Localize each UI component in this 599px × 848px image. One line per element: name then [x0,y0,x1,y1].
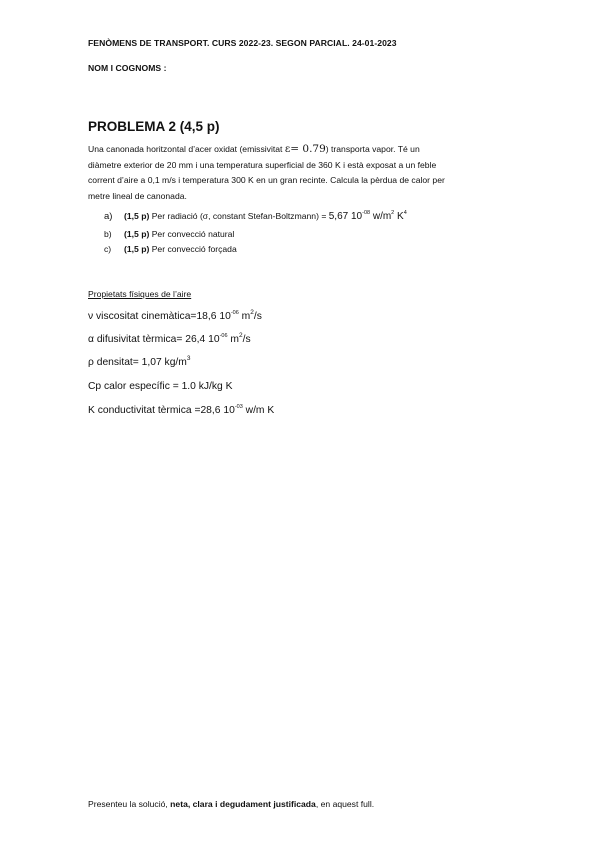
course-line: FENÒMENS DE TRANSPORT. CURS 2022-23. SEGON PARCIAL. 24-01-2023 [88,38,397,48]
item-label: a) [104,211,113,222]
property-viscosity: ν viscositat cinemàtica=18,6 $10^{-06}$ $m^2/s$ [88,309,262,322]
statement-line-2: diàmetre exterior de 20 mm i una temperatura superficial de 360 K i està exposat a un feble [88,159,437,170]
item-label: c) [104,244,112,254]
item-b [104,229,424,243]
item-c [104,244,424,258]
emissivity-value: ε= 0.79 [284,143,326,155]
statement-line-1: Una canonada horitzontal d’acer oxidat (emissivitat ε= 0.79) transporta vapor. Té un [88,143,420,155]
name-label: NOM I COGNOMS : [88,63,167,73]
stefan-boltzmann-constant: 5,67 $10^{-08}$ $w/m^2$ $K^4$ [328,210,407,222]
item-text: Per convecció forçada [149,244,237,254]
exam-header [88,38,397,48]
item-label: b) [104,229,112,239]
problem-statement [88,142,528,204]
name-line [88,63,167,73]
item-points: (1,5 p) [124,244,150,254]
property-specific-heat: Cp calor específic = 1.0 kJ/kg K [88,381,233,392]
item-text: Per convecció natural [149,229,235,239]
item-text: Per radiació (σ, constant Stefan-Boltzmann) = [149,211,329,221]
problem-title: PROBLEMA 2 (4,5 p) [88,119,220,134]
statement-line-3: corrent d’aire a 0,1 m/s i temperatura 300 K en un gran recinte. Calcula la pèrdua de calor per [88,175,445,185]
properties-title: Propietats físiques de l’aire [88,289,192,299]
item-points: (1,5 p) [124,211,150,221]
footer-instructions: Presenteu la solució, neta, clara i degudament justificada, en aquest full. [88,799,375,809]
statement-line-4: metre lineal de canonada. [88,190,187,201]
property-density: ρ densitat= 1,07 $kg/m^3$ [88,355,191,368]
property-thermal-conductivity: K conductivitat tèrmica =28,6 $10^{-03}$ w/m K [88,404,275,416]
item-points: (1,5 p) [124,229,150,239]
property-thermal-diffusivity: α difusivitat tèrmica= 26,4 $10^{-06}$ $m^2/s$ [88,332,251,345]
item-a [104,211,424,225]
